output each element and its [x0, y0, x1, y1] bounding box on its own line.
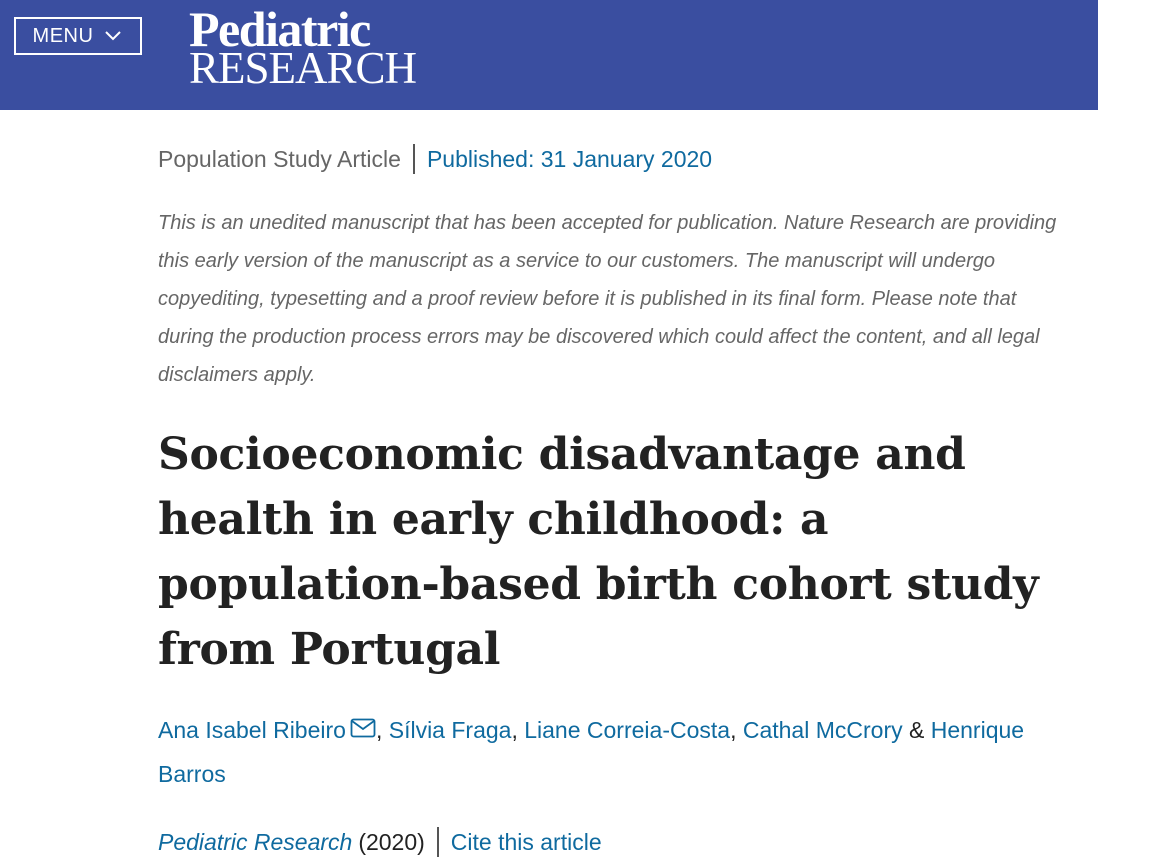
author-separator: ,	[730, 717, 743, 743]
author-link[interactable]: Ana Isabel Ribeiro	[158, 717, 346, 743]
meta-divider	[413, 144, 415, 174]
site-header	[0, 0, 1098, 110]
published-date[interactable]: Published: 31 January 2020	[426, 145, 713, 172]
author-separator: ,	[511, 717, 525, 743]
chevron-down-icon	[103, 29, 123, 43]
citation-divider	[437, 827, 439, 857]
author-link[interactable]: Sílvia Fraga	[388, 717, 512, 743]
author-separator-and: &	[902, 717, 931, 743]
cite-article-link[interactable]: Cite this article	[450, 828, 602, 855]
publication-year: (2020)	[358, 828, 425, 855]
menu-button[interactable]	[14, 17, 142, 55]
article-header	[158, 140, 1078, 862]
journal-name[interactable]: Pediatric Research	[158, 828, 353, 855]
author-link[interactable]: Cathal McCrory	[742, 717, 903, 743]
author-list	[158, 708, 1078, 796]
article-meta	[158, 140, 1078, 178]
author-link[interactable]: Liane Correia-Costa	[524, 717, 731, 743]
article-type: Population Study Article	[158, 145, 401, 172]
citation-line	[158, 822, 1078, 862]
logo-line-2: RESEARCH	[189, 43, 417, 93]
mail-icon[interactable]	[350, 718, 376, 738]
author-separator: ,	[375, 717, 389, 743]
menu-label: MENU	[32, 24, 94, 47]
manuscript-disclaimer: This is an unedited manuscript that has been accepted for publication. Nature Research are providing this early version of the manuscript as a service to our customers. The manuscript will undergo copyediting, typesetting and a proof review before it is published in its final form. Please note that during the production process errors may be discovered which could affect the content, and all legal disclaimers apply.	[158, 212, 1057, 386]
author-link[interactable]: Henrique Barros	[158, 717, 1025, 787]
logo-line-1: Pediatric	[189, 1, 370, 57]
article-title: Socioeconomic disadvantage and health in early childhood: a population-based birth cohort study from Portugal	[158, 429, 1039, 675]
journal-logo[interactable]	[189, 1, 417, 93]
